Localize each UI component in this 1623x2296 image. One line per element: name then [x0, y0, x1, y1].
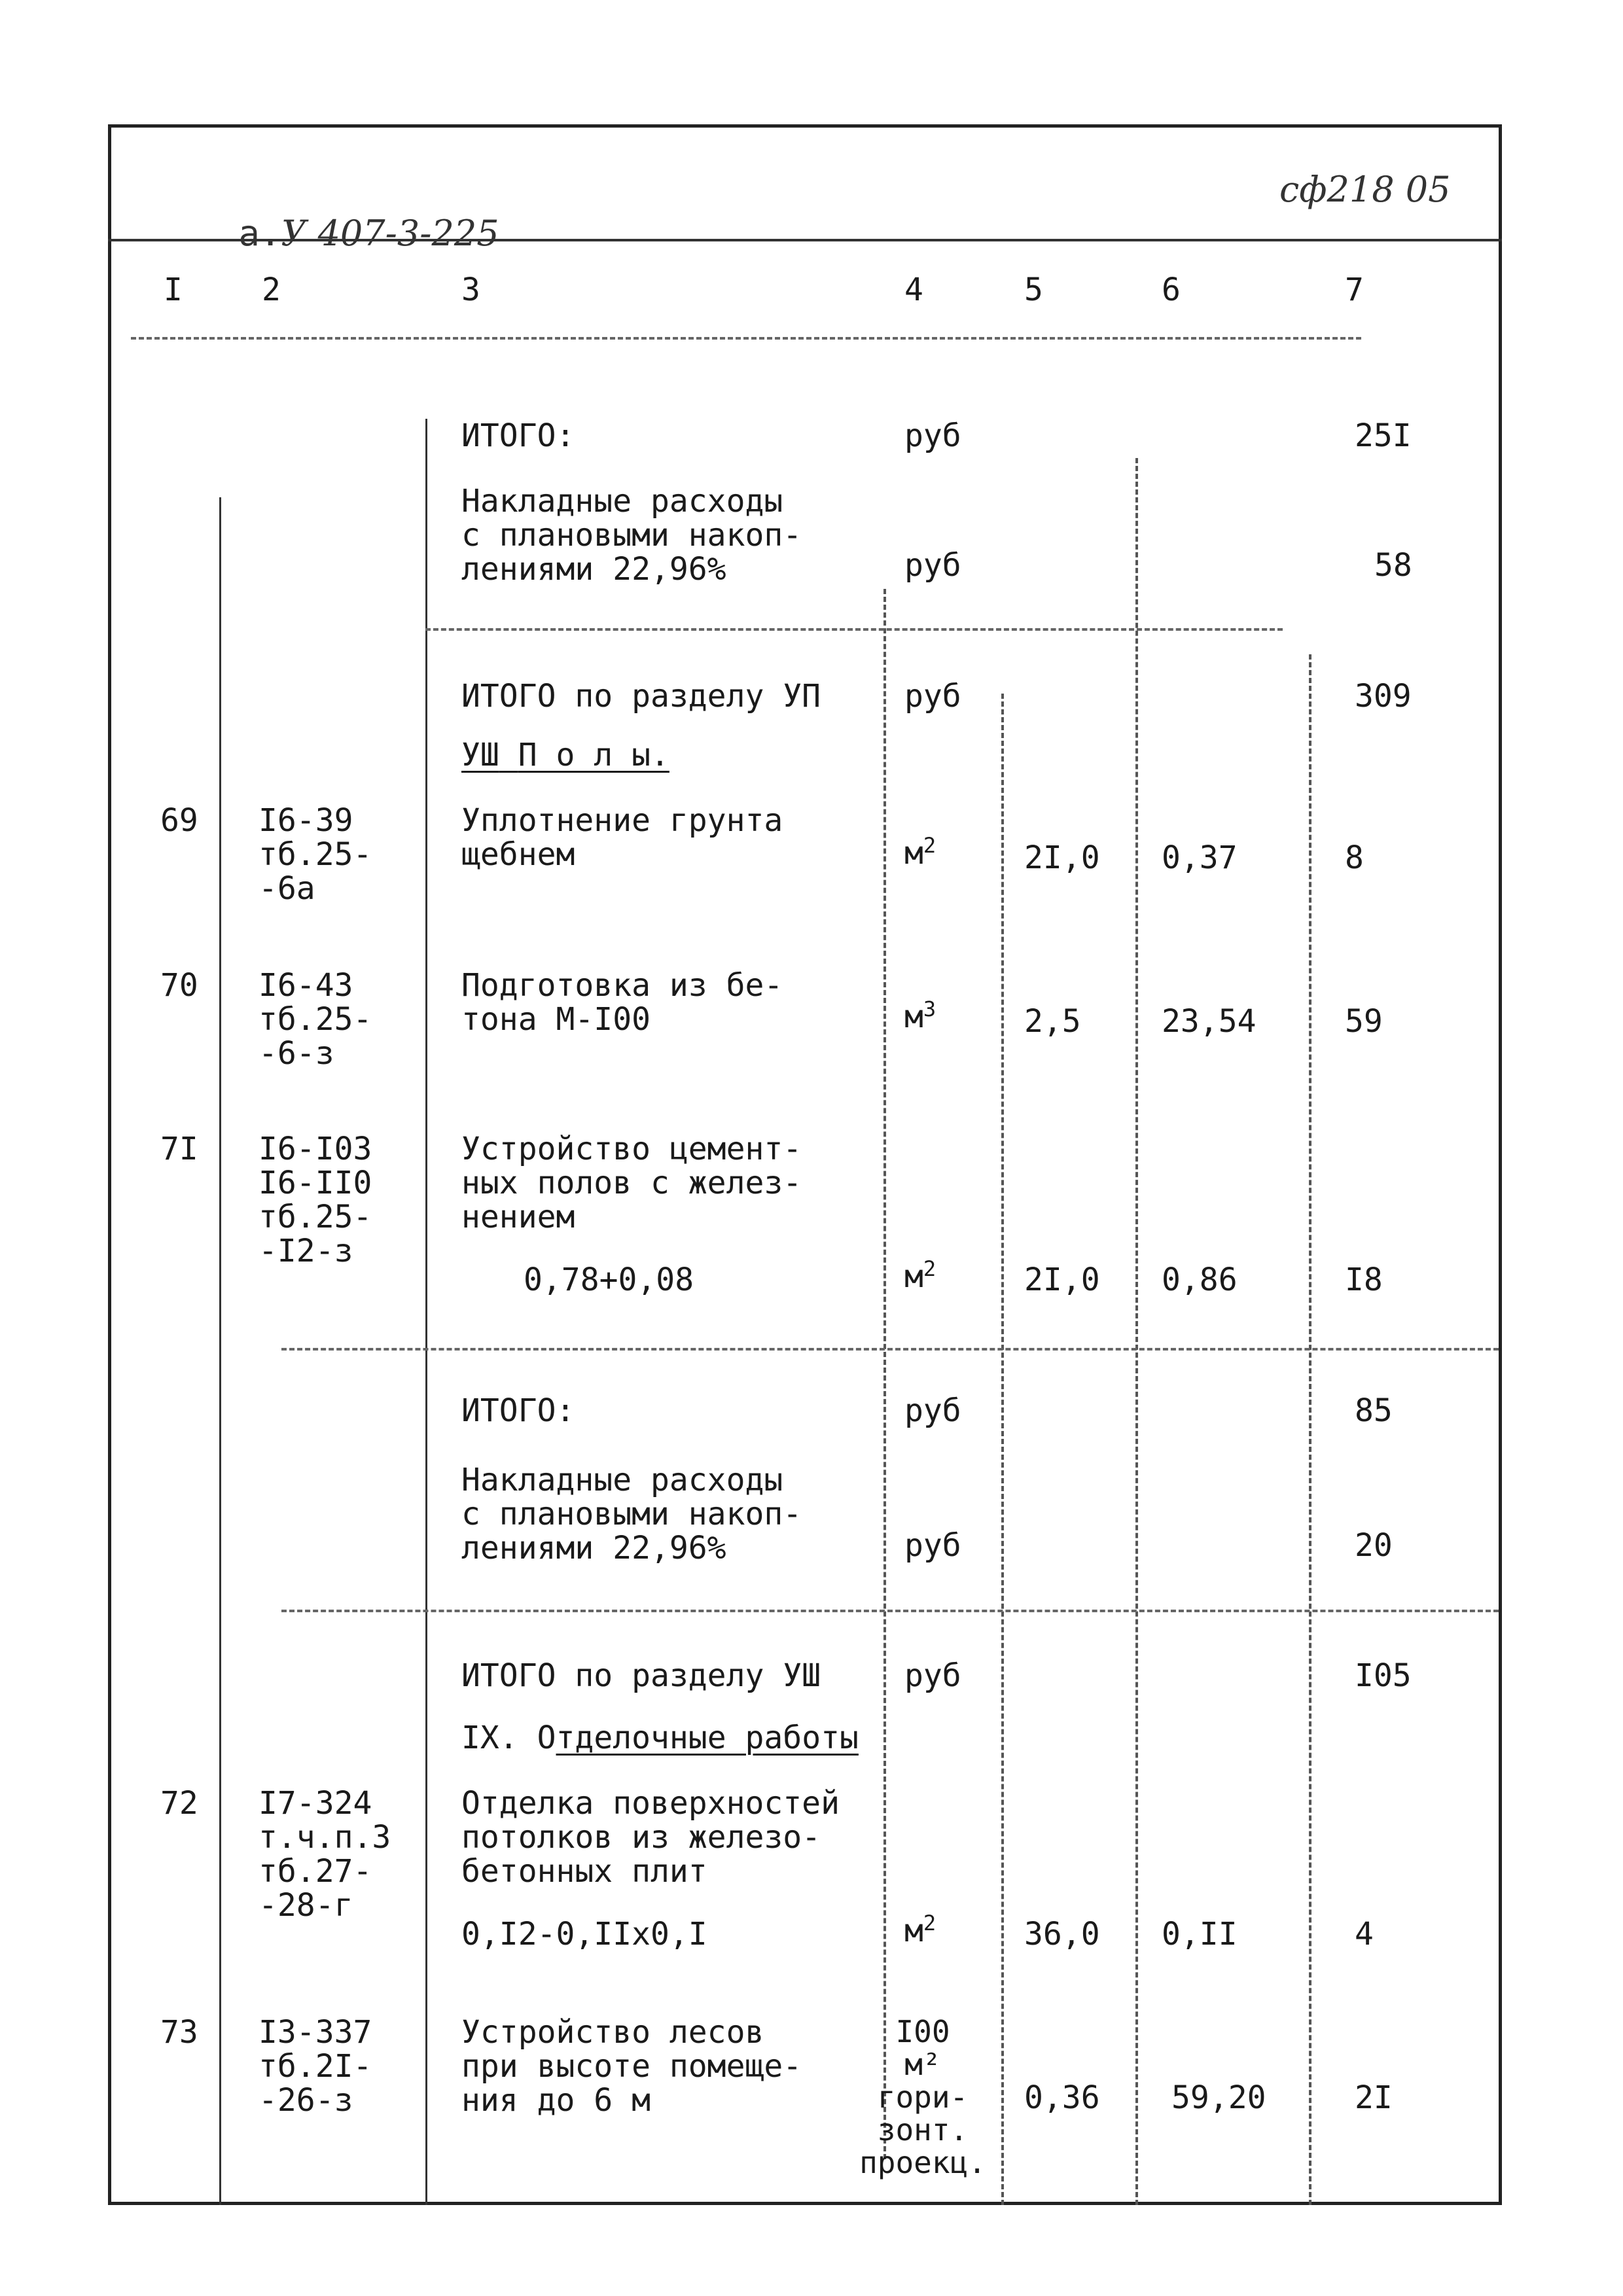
row-70-desc: Подготовка из бе- тона М-I00	[461, 967, 783, 1038]
section-7-total-value: 309	[1355, 678, 1412, 715]
section-9-word-start: О	[537, 1720, 556, 1756]
itogo-2-label: ИТОГО:	[461, 1392, 575, 1429]
col-1-header: I	[164, 272, 183, 308]
row-72-num: 72	[160, 1785, 198, 1822]
section-9-word-rest: тделочные работы	[556, 1720, 859, 1756]
col-3-line	[883, 589, 886, 2159]
col-6-line	[1309, 654, 1311, 2205]
col-2-line	[425, 419, 427, 2205]
column-header-divider	[131, 337, 1361, 340]
row-69-unit: $м^2$	[904, 833, 936, 872]
row-69-qty: 2I,0	[1024, 839, 1100, 876]
row-71-num: 7I	[160, 1131, 198, 1167]
overhead-2-total: 20	[1355, 1527, 1393, 1564]
row-70-price: 23,54	[1162, 1003, 1257, 1040]
row-73-code: I3-337 тб.2I- -26-з	[259, 2014, 372, 2119]
row-70-qty: 2,5	[1024, 1003, 1081, 1040]
row-70-unit: $м^3$	[904, 997, 936, 1035]
section-8-title	[461, 738, 669, 772]
doc-code	[216, 171, 499, 254]
row-73-num: 73	[160, 2014, 198, 2051]
col-7-header: 7	[1345, 272, 1364, 308]
row-72-code: I7-324 т.ч.п.3 тб.27- -28-г	[259, 1785, 391, 1924]
overhead-2-divider	[281, 1610, 1499, 1612]
row-73-qty: 0,36	[1024, 2079, 1100, 2116]
section-8-total-unit: руб	[904, 1657, 961, 1694]
row-69-total: 8	[1345, 839, 1364, 876]
overhead-2-unit: руб	[904, 1527, 961, 1564]
row-72-unit: $м^2$	[904, 1911, 936, 1949]
itogo-2-total: 85	[1355, 1392, 1393, 1429]
row-73-unit: I00 м² гори- зонт. проекц.	[859, 2014, 986, 2180]
col-4-line	[1001, 694, 1004, 2205]
section-8-total-value: I05	[1355, 1657, 1412, 1694]
row-71-formula: 0,78+0,08	[524, 1262, 694, 1298]
overhead-2-label: Накладные расходы с плановыми накоп- лениями 22,96%	[461, 1462, 802, 1566]
itogo-1-unit: руб	[904, 417, 961, 454]
itogo-1-total: 25I	[1355, 417, 1412, 454]
row-72-total: 4	[1355, 1916, 1374, 1952]
row-71-qty: 2I,0	[1024, 1262, 1100, 1298]
col-1-line	[219, 497, 221, 2205]
overhead-1-divider	[425, 628, 1283, 631]
row-73-total: 2I	[1355, 2079, 1393, 2116]
row-72-desc: Отделка поверхностей потолков из железо- бетонных плит	[461, 1785, 840, 1890]
section-9-roman: IX.	[461, 1720, 518, 1756]
row-69-desc: Уплотнение грунта щебнем	[461, 802, 783, 873]
row-69-code: I6-39 тб.25- -6а	[259, 802, 372, 907]
itogo-1-label: ИТОГО:	[461, 417, 575, 454]
col-6-header: 6	[1162, 272, 1181, 308]
row-71-code: I6-I03 I6-II0 тб.25- -I2-з	[259, 1131, 372, 1269]
row-71-total: I8	[1345, 1262, 1383, 1298]
row-69-price: 0,37	[1162, 839, 1238, 876]
col-3-header: 3	[461, 272, 480, 308]
row-69-num: 69	[160, 802, 198, 839]
section-8-total-label: ИТОГО по разделу УШ	[461, 1657, 821, 1694]
doc-code-value: У 407-3-225	[281, 213, 499, 254]
col-2-header: 2	[262, 272, 281, 308]
overhead-1-unit: руб	[904, 547, 961, 584]
row-71-price: 0,86	[1162, 1262, 1238, 1298]
doc-code-prefix: а.	[238, 213, 281, 254]
section-8-word: П о л ы.	[518, 737, 669, 773]
row-71-desc: Устройство цемент- ных полов с желез- нением	[461, 1131, 802, 1235]
overhead-1-total: 58	[1374, 547, 1412, 584]
row-73-desc: Устройство лесов при высоте помеще- ния до 6 м	[461, 2014, 802, 2119]
sheet-code: сф218 05	[1279, 169, 1451, 210]
col-5-header: 5	[1024, 272, 1043, 308]
row-71-unit: $м^2$	[904, 1256, 936, 1295]
overhead-1-label: Накладные расходы с плановыми накоп- лениями 22,96%	[461, 483, 802, 588]
section-8-roman: УШ	[461, 737, 499, 773]
itogo-2-unit: руб	[904, 1392, 961, 1429]
section-7-total-unit: руб	[904, 678, 961, 715]
row-70-total: 59	[1345, 1003, 1383, 1040]
col-4-header: 4	[904, 272, 923, 308]
row-70-num: 70	[160, 967, 198, 1004]
row-72-qty: 36,0	[1024, 1916, 1100, 1952]
row-70-code: I6-43 тб.25- -6-з	[259, 967, 372, 1072]
col-5-line	[1135, 458, 1138, 2205]
row-73-price: 59,20	[1171, 2079, 1266, 2116]
header-divider	[108, 239, 1502, 241]
row-72-price: 0,II	[1162, 1916, 1238, 1952]
row-72-formula: 0,I2-0,IIх0,I	[461, 1916, 707, 1952]
row-71-divider	[281, 1348, 1499, 1351]
section-9-title	[461, 1721, 859, 1755]
section-7-total-label: ИТОГО по разделу УП	[461, 678, 821, 715]
